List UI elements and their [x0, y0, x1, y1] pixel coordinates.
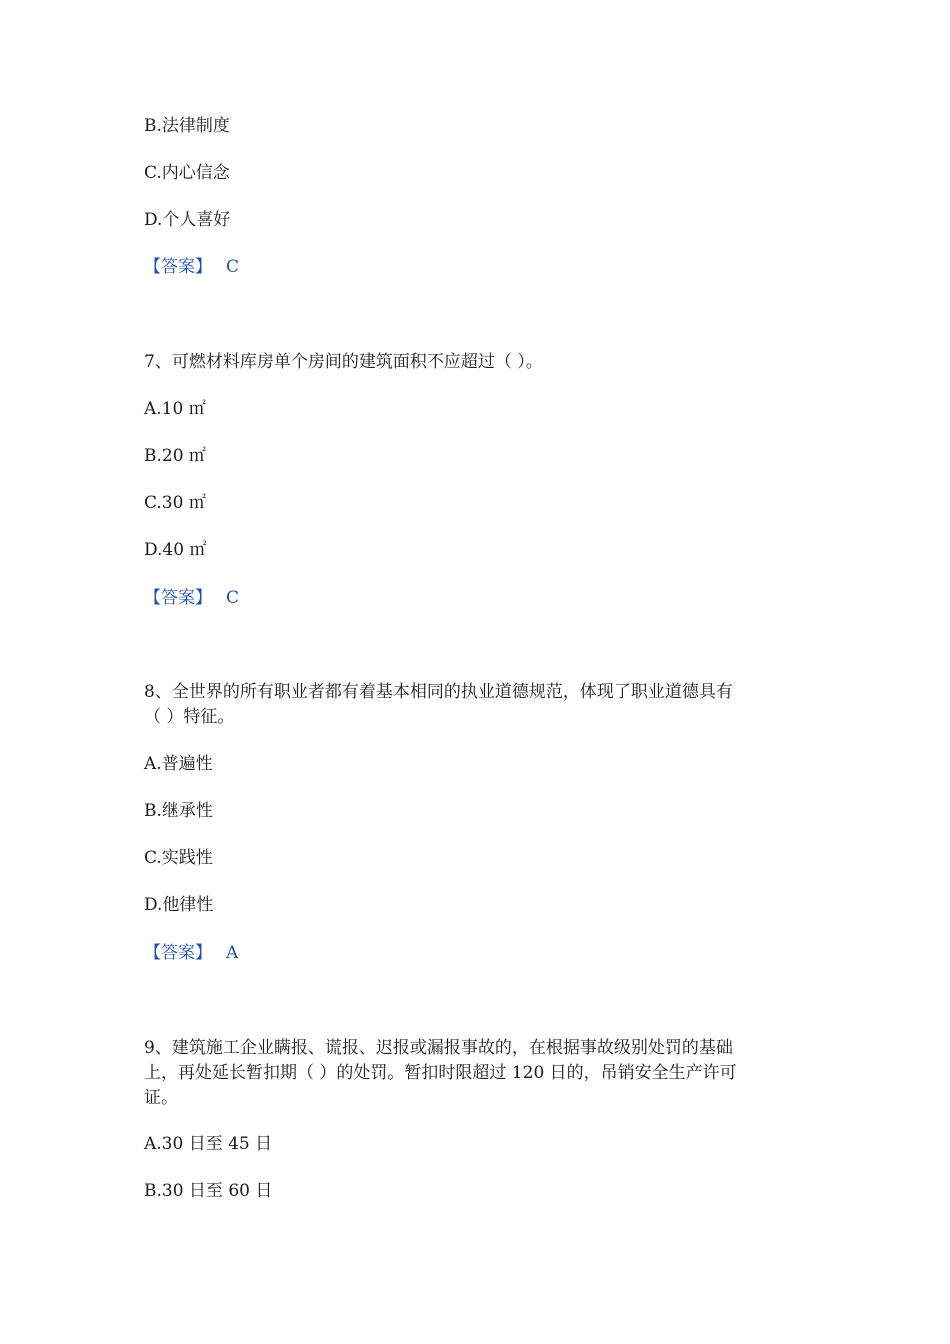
q6-answer-label: 【答案】 — [144, 257, 212, 277]
q6-answer — [144, 255, 239, 279]
q6-option-c: C.内心信念 — [144, 163, 230, 183]
q9-option-a: A.30 日至 45 日 — [144, 1134, 273, 1154]
q6-answer-value: C — [226, 257, 240, 277]
q6-option-d: D.个人喜好 — [144, 210, 231, 230]
q7-answer-value: C — [226, 588, 240, 608]
q7-answer — [144, 586, 239, 610]
q7-option-a: A.10 ㎡ — [144, 399, 206, 419]
q8-stem-line-2: （ ）特征。 — [144, 707, 235, 727]
q8-stem-line-1: 8、全世界的所有职业者都有着基本相同的执业道德规范，体现了职业道德具有 — [144, 682, 733, 702]
q7-stem: 7、可燃材料库房单个房间的建筑面积不应超过（ ）。 — [144, 352, 543, 372]
q9-stem-line-1: 9、建筑施工企业瞒报、谎报、迟报或漏报事故的，在根据事故级别处罚的基础 — [144, 1038, 733, 1058]
q9-option-b: B.30 日至 60 日 — [144, 1181, 273, 1201]
q7-option-c: C.30 ㎡ — [144, 493, 206, 513]
q6-option-b: B.法律制度 — [144, 116, 230, 136]
q8-option-c: C.实践性 — [144, 848, 213, 868]
q8-option-a: A.普遍性 — [144, 754, 213, 774]
q7-option-d: D.40 ㎡ — [144, 540, 207, 560]
q8-option-b: B.继承性 — [144, 801, 213, 821]
q7-option-b: B.20 ㎡ — [144, 446, 206, 466]
q7-answer-label: 【答案】 — [144, 588, 212, 608]
q9-stem-line-2: 上，再处延长暂扣期（ ）的处罚。暂扣时限超过 120 日的，吊销安全生产许可 — [144, 1063, 737, 1083]
q8-answer — [144, 941, 238, 965]
q9-stem-line-3: 证。 — [144, 1088, 178, 1108]
q8-option-d: D.他律性 — [144, 895, 214, 915]
q8-answer-label: 【答案】 — [144, 943, 212, 963]
q8-answer-value: A — [226, 943, 239, 963]
